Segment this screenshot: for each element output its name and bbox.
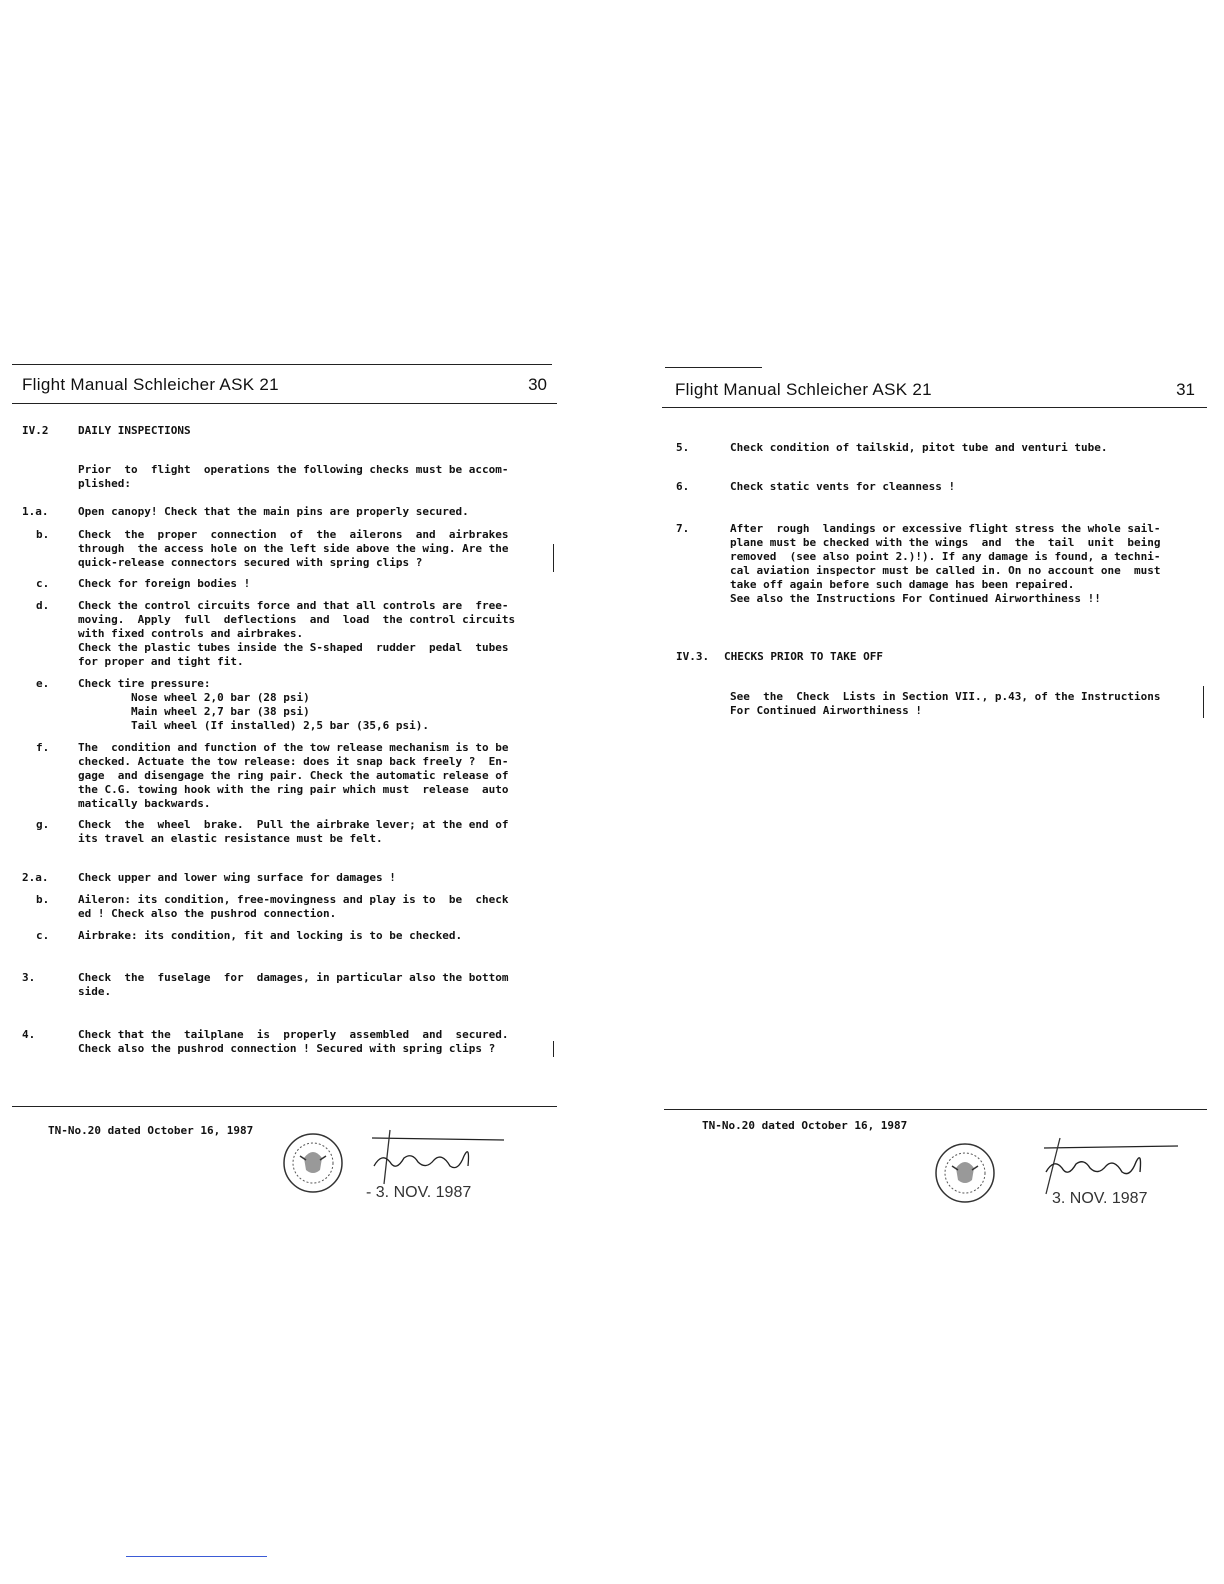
item-text: Check the control circuits force and that all controls are free- moving. Apply full deflections and load the control circuits with fixed controls and airbrakes. Check the plastic tubes inside the S-shaped rudder pedal tubes for proper and tight fit. <box>78 599 516 668</box>
stamp-date: - 3. NOV. 1987 <box>366 1184 472 1201</box>
item-text: After rough landings or excessive flight stress the whole sail- plane must be checked with the wings and the tail unit being removed (see also point 2.)!). If any damage is found, a techni- cal aviation inspector must be called in. On no account one must take off again before such damage has been repaired. See also the Instructions For Continued Airworthiness !! <box>730 522 1161 605</box>
item-label: 7. <box>676 522 690 535</box>
item-text: Check tire pressure: Nose wheel 2,0 bar (28 psi) Main wheel 2,7 bar (38 psi) Tail wheel (If installed) 2,5 bar (35,6 psi). <box>78 677 429 732</box>
item-label: d. <box>36 599 50 612</box>
hyperlink-underline[interactable] <box>126 1556 267 1557</box>
item-label: g. <box>36 818 50 831</box>
manual-title: Flight Manual Schleicher ASK 21 <box>22 375 279 394</box>
footer-note: TN-No.20 dated October 16, 1987 <box>48 1124 254 1137</box>
item-text: Check upper and lower wing surface for damages ! <box>78 871 396 884</box>
item-text: Check condition of tailskid, pitot tube and venturi tube. <box>730 441 1108 454</box>
authority-stamp-icon <box>934 1142 996 1204</box>
item-text: Check static vents for cleanness ! <box>730 480 956 493</box>
item-label: 4. <box>22 1028 36 1041</box>
header-rule <box>662 407 1207 408</box>
page-header <box>662 380 1207 408</box>
authority-stamp-icon <box>282 1132 344 1194</box>
item-label: b. <box>36 528 50 541</box>
footer-rule <box>664 1109 1207 1110</box>
top-rule <box>12 364 552 365</box>
stamp-date: 3. NOV. 1987 <box>1052 1190 1148 1207</box>
top-rule <box>665 367 762 368</box>
item-label: b. <box>36 893 50 906</box>
section-number: IV.2 <box>22 424 49 437</box>
section-title: CHECKS PRIOR TO TAKE OFF <box>724 650 883 663</box>
signature-icon <box>1038 1134 1183 1196</box>
header-rule <box>12 403 557 404</box>
page-number: 30 <box>528 375 547 394</box>
page-header <box>12 375 557 403</box>
item-text: Check that the tailplane is properly assembled and secured. Check also the pushrod connection ! Secured with spring clips ? <box>78 1028 509 1055</box>
revision-bar <box>553 1041 554 1057</box>
item-text: The condition and function of the tow release mechanism is to be checked. Actuate the tow release: does it snap back freely ? En- gage and disengage the ring pair. Check the automatic release of the C.G. towing hook with the ring pair which must release auto matically backwards. <box>78 741 509 810</box>
item-label: 6. <box>676 480 690 493</box>
item-label: 1.a. <box>22 505 49 518</box>
revision-bar <box>553 544 554 572</box>
manual-title: Flight Manual Schleicher ASK 21 <box>675 380 932 399</box>
footer-rule <box>12 1106 557 1107</box>
signature-icon <box>364 1126 514 1188</box>
item-label: 2.a. <box>22 871 49 884</box>
section-title: DAILY INSPECTIONS <box>78 424 191 437</box>
revision-bar <box>1203 686 1204 718</box>
item-text: Check the wheel brake. Pull the airbrake lever; at the end of its travel an elastic resistance must be felt. <box>78 818 509 845</box>
right-page: Flight Manual Schleicher ASK 21 31 5. Check condition of tailskid, pitot tube and venturi tube. 6. Check static vents for cleanness ! 7. After rough landings or excessive flight stress the whole sail- plane must be checked with the wings and the tail unit being removed (see also point 2.)!). If any damage is found, a techni- cal aviation inspector must be called in. On no account one must take off again before such damage has been repaired. See also the Instructions For Continued Airworthiness !! IV.3. CHECKS PRIOR TO TAKE OFF See the Check Lists in Section VII., p.43, of the Instructions For Continued Airworthiness ! TN-No.20 dated October 16, 1987 3. NOV. 1987 <box>662 352 1207 1232</box>
page-number: 31 <box>1176 380 1195 399</box>
item-text: Airbrake: its condition, fit and locking is to be checked. <box>78 929 463 942</box>
item-label: c. <box>36 577 50 590</box>
item-label: c. <box>36 929 50 942</box>
footer-note: TN-No.20 dated October 16, 1987 <box>702 1119 908 1132</box>
left-page: Flight Manual Schleicher ASK 21 30 IV.2 DAILY INSPECTIONS Prior to flight operations the following checks must be accom- plished: 1.a. Open canopy! Check that the main pins are properly secured. b. Check the proper connection of the ailerons and airbrakes through the access hole on the left side above the wing. Are the quick-release connectors secured with spring clips ? c. Check for foreign bodies ! d. Check the control circuits force and that all controls are free- moving. Apply full deflections and load the control circuits with fixed controls and airbrakes. Check the plastic tubes inside the S-shaped rudder pedal tubes for proper and tight fit. e. Check tire pressure: Nose wheel 2,0 bar (28 psi) Main wheel 2,7 bar (38 psi) Tail wheel (If installed) 2,5 bar (35,6 psi). f. The condition and function of the tow release mechanism is to be checked. Actuate the tow release: does it snap back freely ? En- gage and disengage the ring pair. Check the automatic release of the C.G. towing hook with the ring pair which must release auto matically backwards. g. Check the wheel brake. Pull the airbrake lever; at the end of its travel an elastic resistance must be felt. 2.a. Check upper and lower wing surface for damages ! b. Aileron: its condition, free-movingness and play is to be check ed ! Check also the pushrod connection. c. Airbrake: its condition, fit and locking is to be checked. 3. Check the fuselage for damages, in particular also the bottom side. 4. Check that the tailplane is properly assembled and secured. Check also the pushrod connection ! Secured with spring clips ? TN-No.20 dated October 16, 1987 - 3. NOV. 1987 <box>12 352 557 1232</box>
item-text: Aileron: its condition, free-movingness and play is to be check ed ! Check also the pushrod connection. <box>78 893 509 920</box>
item-label: e. <box>36 677 50 690</box>
item-label: f. <box>36 741 50 754</box>
item-label: 3. <box>22 971 36 984</box>
item-text: Check for foreign bodies ! <box>78 577 251 590</box>
item-text: Check the fuselage for damages, in particular also the bottom side. <box>78 971 509 998</box>
section-number: IV.3. <box>676 650 710 663</box>
item-text: Check the proper connection of the ailerons and airbrakes through the access hole on the left side above the wing. Are the quick-release connectors secured with spring clips ? <box>78 528 509 569</box>
item-label: 5. <box>676 441 690 454</box>
item-text: Open canopy! Check that the main pins are properly secured. <box>78 505 469 518</box>
